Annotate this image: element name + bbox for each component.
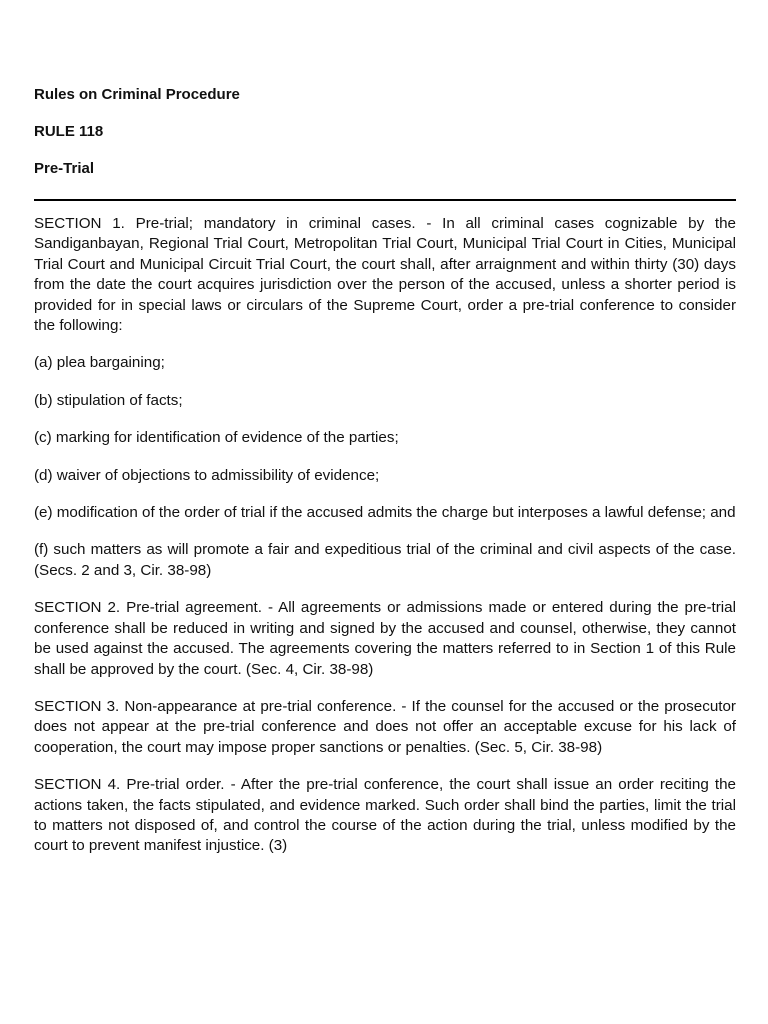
item-c-paragraph: (c) marking for identification of evidence of the parties;	[34, 429, 399, 447]
document-body	[34, 214, 736, 874]
item-a-paragraph: (a) plea bargaining;	[34, 354, 165, 372]
header-divider	[34, 199, 736, 201]
section-2-paragraph: SECTION 2. Pre-trial agreement. - All agreements or admissions made or entered during the pre-trial conference shall be reduced in writing and signed by the accused and counsel, otherwise, they cannot be used against the accused. The agreements covering the matters referred to in Section 1 of this Rule shall be approved by the court. (Sec. 4, Cir. 38-98)	[34, 599, 736, 678]
item-b-paragraph: (b) stipulation of facts;	[34, 391, 183, 409]
document-header	[34, 86, 736, 178]
item-d-paragraph: (d) waiver of objections to admissibility of evidence;	[34, 466, 380, 484]
item-e-paragraph: (e) modification of the order of trial if the accused admits the charge but interposes a lawful defense; and	[34, 504, 736, 522]
section-1-paragraph: SECTION 1. Pre-trial; mandatory in criminal cases. - In all criminal cases cognizable by the Sandiganbayan, Regional Trial Court, Metropolitan Trial Court, Municipal Trial Court in Cities, Municipal Trial Court and Municipal Circuit Trial Court, the court shall, after arraignment and within thirty (30) days from the date the court acquires jurisdiction over the person of the accused, unless a shorter period is provided for in special laws or circulars of the Supreme Court, order a pre-trial conference to consider the following:	[34, 215, 736, 335]
section-3-paragraph: SECTION 3. Non-appearance at pre-trial conference. - If the counsel for the accused or the prosecutor does not appear at the pre-trial conference and does not offer an acceptable excuse for his lack of cooperation, the court may impose proper sanctions or penalties. (Sec. 5, Cir. 38-98)	[34, 697, 736, 756]
item-f-paragraph: (f) such matters as will promote a fair and expeditious trial of the criminal and civil aspects of the case. (Secs. 2 and 3, Cir. 38-98)	[34, 541, 736, 579]
document-title: Rules on Criminal Procedure	[34, 86, 240, 103]
rule-title: Pre-Trial	[34, 160, 95, 177]
section-4-paragraph: SECTION 4. Pre-trial order. - After the pre-trial conference, the court shall issue an order reciting the actions taken, the facts stipulated, and evidence marked. Such order shall bind the parties, limit the trial to matters not disposed of, and control the course of the action during the trial, unless modified by the court to prevent manifest injustice. (3)	[34, 776, 736, 855]
rule-number: RULE 118	[34, 123, 104, 140]
